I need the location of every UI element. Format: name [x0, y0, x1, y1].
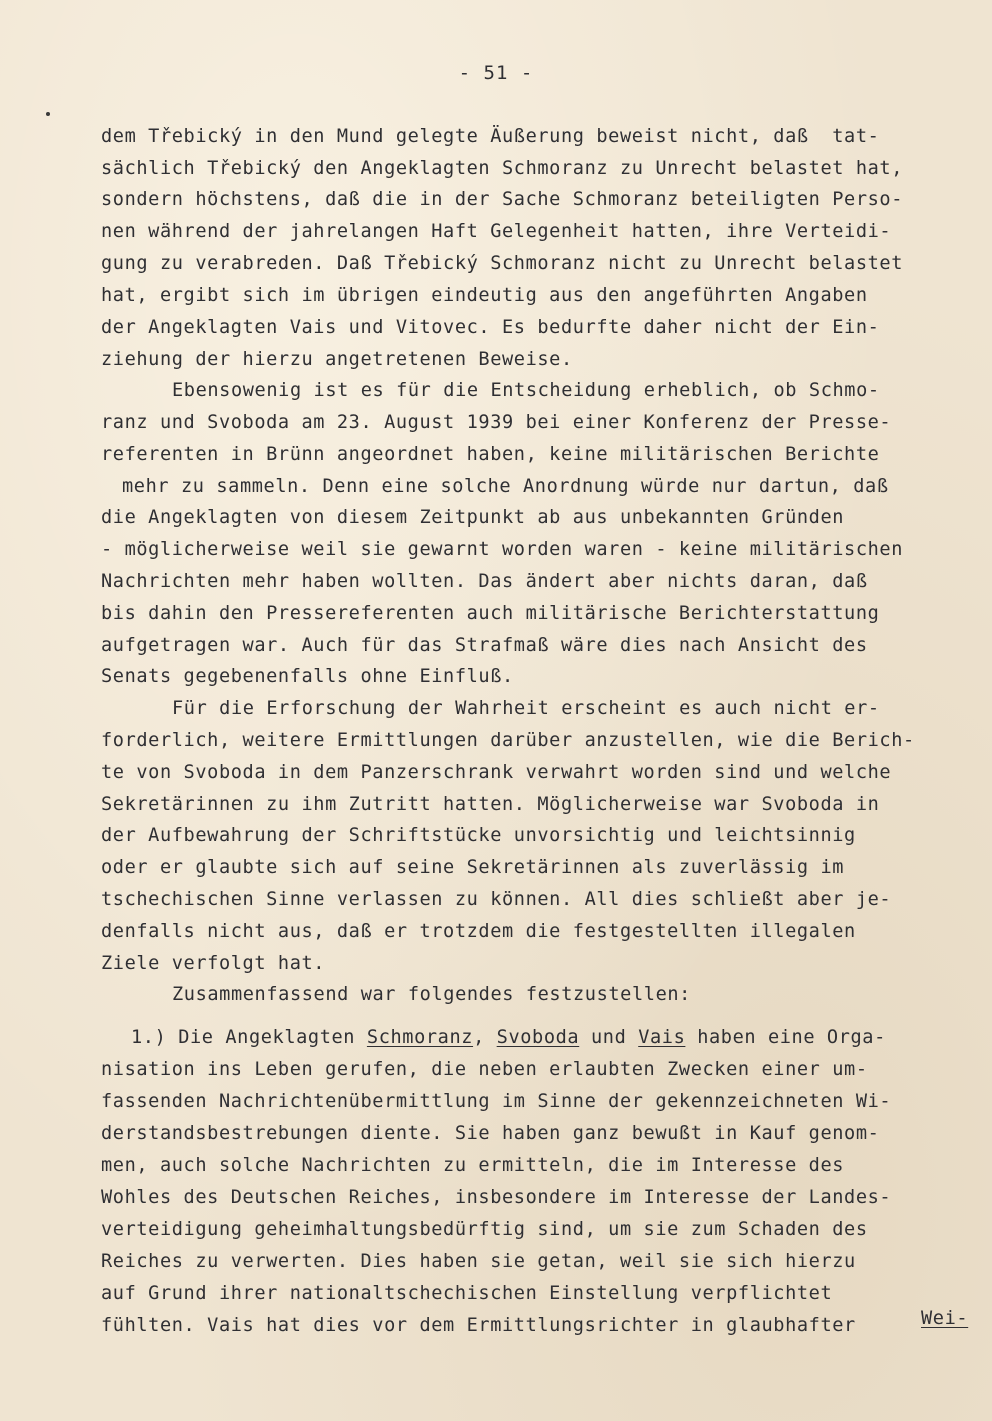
text-line-19: Für die Erforschung der Wahrheit erscheint es auch nicht er- — [172, 698, 880, 719]
ink-speck — [46, 112, 50, 116]
text-line-13: die Angeklagten von diesem Zeitpunkt ab aus unbekannten Gründen — [101, 507, 845, 528]
text-line-8: ziehung der hierzu angetretenen Beweise. — [101, 349, 573, 370]
text-line-25: tschechischen Sinne verlassen zu können. All dies schließt aber je- — [101, 889, 892, 910]
text-line-34: Wohles des Deutschen Reiches, insbesondere im Interesse der Landes- — [101, 1187, 892, 1208]
text-line-32: derstandsbestrebungen diente. Sie haben ganz bewußt in Kauf genom- — [101, 1123, 880, 1144]
text-line-7: der Angeklagten Vais und Vitovec. Es bedurfte daher nicht der Ein- — [101, 317, 880, 338]
item-rest: haben eine Orga- — [697, 1027, 886, 1048]
text-line-23: der Aufbewahrung der Schriftstücke unvorsichtig und leichtsinnig — [101, 825, 856, 846]
text-line-14: - möglicherweise weil sie gewarnt worden waren - keine militärischen — [101, 539, 904, 560]
text-line-35: verteidigung geheimhaltungsbedürftig sind, um sie zum Schaden des — [101, 1219, 868, 1240]
text-line-27: Ziele verfolgt hat. — [101, 953, 326, 974]
text-line-24: oder er glaubte sich auf seine Sekretärinnen als zuverlässig im — [101, 857, 845, 878]
name-vais: Vais — [638, 1027, 686, 1048]
text-line-16: bis dahin den Pressereferenten auch militärische Berichterstattung — [101, 603, 880, 624]
page-number: - 51 - — [458, 62, 534, 84]
name-schmoranz: Schmoranz — [366, 1027, 474, 1048]
text-line-37: auf Grund ihrer nationaltschechischen Einstellung verpflichtet — [101, 1283, 833, 1304]
item-sep: , — [473, 1027, 485, 1048]
text-line-4: nen während der jahrelangen Haft Gelegenheit hatten, ihre Verteidi- — [101, 221, 892, 242]
text-line-17: aufgetragen war. Auch für das Strafmaß wäre dies nach Ansicht des — [101, 635, 868, 656]
text-line-12: mehr zu sammeln. Denn eine solche Anordnung würde nur dartun, daß — [122, 476, 889, 497]
text-line-28: Zusammenfassend war folgendes festzustellen: — [172, 984, 691, 1005]
catchword: Wei- — [921, 1308, 969, 1329]
item-marker: 1.) — [131, 1027, 167, 1048]
text-line-26: denfalls nicht aus, daß er trotzdem die festgestellten illegalen — [101, 921, 856, 942]
text-line-9: Ebensowenig ist es für die Entscheidung erheblich, ob Schmo- — [172, 380, 880, 401]
text-line-36: Reiches zu verwerten. Dies haben sie getan, weil sie sich hierzu — [101, 1251, 856, 1272]
text-line-20: forderlich, weitere Ermittlungen darüber anzustellen, wie die Berich- — [101, 730, 915, 751]
text-line-15: Nachrichten mehr haben wollten. Das ändert aber nichts daran, daß — [101, 571, 868, 592]
text-line-31: fassenden Nachrichtenübermittlung im Sinne der gekennzeichneten Wi- — [101, 1091, 892, 1112]
text-line-2: sächlich Třebický den Angeklagten Schmoranz zu Unrecht belastet hat, — [101, 158, 904, 179]
text-line-33: men, auch solche Nachrichten zu ermitteln, die im Interesse des — [101, 1155, 845, 1176]
text-line-38: fühlten. Vais hat dies vor dem Ermittlungsrichter in glaubhafter — [101, 1315, 856, 1336]
text-line-5: gung zu verabreden. Daß Třebický Schmoranz nicht zu Unrecht belastet — [101, 253, 904, 274]
name-svoboda: Svoboda — [496, 1027, 580, 1048]
text-line-21: te von Svoboda in dem Panzerschrank verwahrt worden sind und welche — [101, 762, 892, 783]
text-line-3: sondern höchstens, daß die in der Sache Schmoranz beteiligten Perso- — [101, 189, 904, 210]
numbered-item-line — [131, 1028, 886, 1048]
item-conj: und — [591, 1027, 627, 1048]
item-intro: Die Angeklagten — [178, 1027, 356, 1048]
text-line-30: nisation ins Leben gerufen, die neben erlaubten Zwecken einer um- — [101, 1059, 868, 1080]
text-line-1: dem Třebický in den Mund gelegte Äußerung beweist nicht, daß tat- — [101, 126, 880, 147]
text-line-10: ranz und Svoboda am 23. August 1939 bei einer Konferenz der Presse- — [101, 412, 892, 433]
text-line-18: Senats gegebenenfalls ohne Einfluß. — [101, 666, 514, 687]
text-line-6: hat, ergibt sich im übrigen eindeutig aus den angeführten Angaben — [101, 285, 868, 306]
text-line-11: referenten in Brünn angeordnet haben, keine militärischen Berichte — [101, 444, 880, 465]
text-line-22: Sekretärinnen zu ihm Zutritt hatten. Möglicherweise war Svoboda in — [101, 794, 880, 815]
